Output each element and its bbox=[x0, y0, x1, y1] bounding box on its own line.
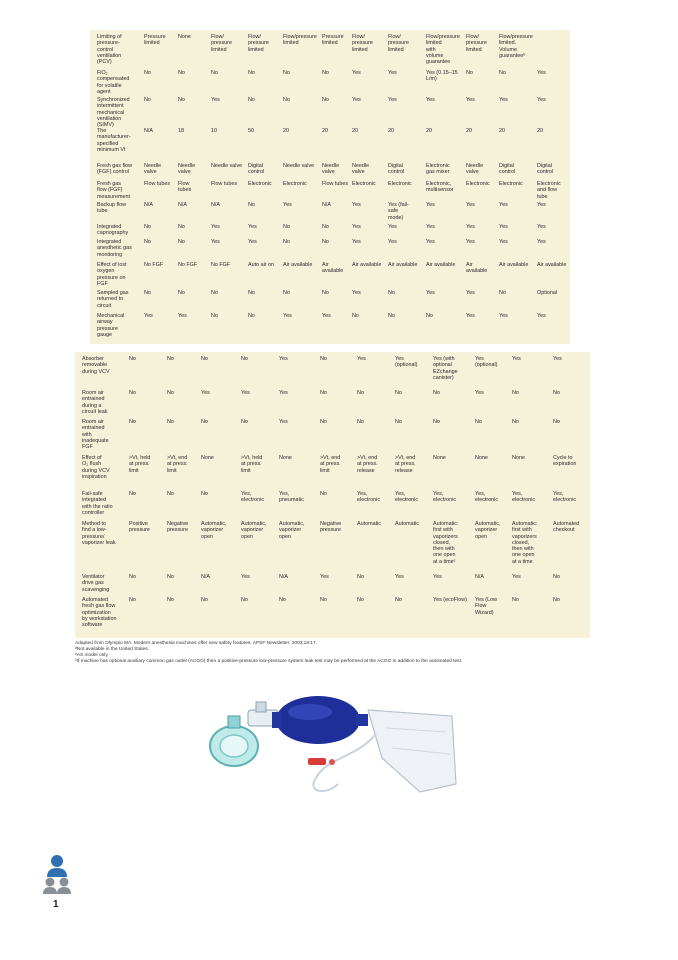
table-cell: No bbox=[388, 313, 395, 319]
table-cell: Yes bbox=[388, 224, 397, 230]
table-cell: Yes bbox=[352, 70, 361, 76]
table-cell: Yes bbox=[537, 70, 546, 76]
table-cell: Yes bbox=[426, 224, 435, 230]
table-cell: Yes bbox=[352, 202, 361, 208]
row-header: Absorber removable during VCV bbox=[82, 356, 110, 375]
footnote-a: ᵃNot available in the United States. bbox=[75, 647, 150, 652]
table-cell: No bbox=[178, 239, 185, 245]
row-header: Fresh gas flow (FGF) control bbox=[97, 163, 133, 176]
table-cell: Yes bbox=[475, 390, 484, 396]
table-cell: Yes bbox=[537, 224, 546, 230]
table-cell: No bbox=[433, 419, 440, 425]
comparison-table-bottom bbox=[75, 352, 590, 638]
table-cell: 20 bbox=[352, 128, 358, 134]
table-cell: Negative pressure bbox=[167, 521, 189, 534]
row-header: Automated fresh gas flow optimization by workstation software bbox=[82, 597, 117, 629]
table-cell: Flow/ pressure limited bbox=[466, 34, 487, 53]
table-cell: Yes bbox=[322, 313, 331, 319]
table-cell: No bbox=[178, 290, 185, 296]
table-cell: No bbox=[283, 224, 290, 230]
table-cell: Yes bbox=[426, 202, 435, 208]
table-cell: Automatic, vaporizer open bbox=[475, 521, 501, 540]
footnote-source: Adapted from Olympio MA. Modern anesthesia machines offer new safety features. APSF Newsletter. 2003;18:17. bbox=[75, 641, 318, 646]
table-cell: N/A bbox=[178, 202, 187, 208]
table-cell: Needle valve bbox=[178, 163, 196, 176]
table-cell: Yes bbox=[499, 202, 508, 208]
table-cell: None bbox=[433, 455, 446, 461]
row-header: Ventilator drive gas scavenging bbox=[82, 574, 110, 593]
table-cell: Yes, electronic bbox=[433, 491, 457, 504]
table-cell: No bbox=[320, 356, 327, 362]
table-cell: Yes bbox=[466, 224, 475, 230]
table-cell: Flow/ pressure limited bbox=[352, 34, 373, 53]
table-cell: Yes, electronic bbox=[475, 491, 499, 504]
table-cell: No bbox=[248, 313, 255, 319]
page-number: 1 bbox=[53, 899, 59, 910]
table-cell: Electronic bbox=[466, 181, 490, 187]
table-cell: Needle valve bbox=[466, 163, 484, 176]
table-cell: Yes (optional) bbox=[395, 356, 418, 369]
row-header: Limiting of pressure- control ventilation (PCV) bbox=[97, 34, 122, 66]
table-cell: Flow/pressure limited bbox=[283, 34, 317, 47]
table-cell: Yes bbox=[279, 356, 288, 362]
table-cell: Positive pressure bbox=[129, 521, 150, 534]
table-cell: No bbox=[129, 390, 136, 396]
table-cell: No bbox=[283, 239, 290, 245]
table-cell: Yes bbox=[499, 313, 508, 319]
table-cell: No bbox=[322, 290, 329, 296]
table-cell: Yes bbox=[388, 97, 397, 103]
table-cell: No FGF bbox=[144, 262, 164, 268]
table-cell: Yes (with optional EZchange canister) bbox=[433, 356, 458, 381]
table-cell: Yes bbox=[178, 313, 187, 319]
table-cell: None bbox=[512, 455, 525, 461]
table-cell: Yes bbox=[352, 97, 361, 103]
row-header: Synchronized intermittent mechanical ventilation (SIMV) bbox=[97, 97, 130, 129]
table-cell: No bbox=[211, 290, 218, 296]
table-cell: Electronic gas mixer bbox=[426, 163, 450, 176]
table-cell: Flow tubes bbox=[322, 181, 349, 187]
table-cell: No bbox=[178, 97, 185, 103]
table-cell: Yes bbox=[144, 313, 153, 319]
table-cell: Electronic bbox=[352, 181, 376, 187]
row-header: Room air entrained with inadequate FGF bbox=[82, 419, 109, 451]
table-cell: No bbox=[553, 597, 560, 603]
table-cell: Yes bbox=[499, 97, 508, 103]
table-cell: Yes bbox=[426, 97, 435, 103]
table-cell: No bbox=[512, 597, 519, 603]
footnote-b: ᵇAS model only. bbox=[75, 653, 109, 658]
table-cell: Optional bbox=[537, 290, 558, 296]
table-cell: >Vt, end at press. release bbox=[357, 455, 378, 474]
table-cell: Yes bbox=[352, 224, 361, 230]
table-cell: Automatic, vaporizer open bbox=[279, 521, 305, 540]
table-cell: Yes bbox=[320, 574, 329, 580]
table-cell: N/A bbox=[144, 128, 153, 134]
table-cell: No bbox=[499, 290, 506, 296]
table-cell: None bbox=[279, 455, 292, 461]
table-cell: No bbox=[241, 419, 248, 425]
table-cell: No bbox=[144, 97, 151, 103]
table-cell: No bbox=[167, 574, 174, 580]
table-cell: 20 bbox=[322, 128, 328, 134]
table-cell: Air available bbox=[322, 262, 344, 275]
table-cell: 20 bbox=[537, 128, 543, 134]
table-cell: No bbox=[129, 574, 136, 580]
table-cell: Air available bbox=[537, 262, 567, 268]
table-cell: Automatic bbox=[357, 521, 381, 527]
table-cell: Air available bbox=[352, 262, 382, 268]
table-cell: No bbox=[129, 419, 136, 425]
table-cell: No FGF bbox=[211, 262, 231, 268]
bag-valve-mask-photo bbox=[206, 688, 478, 800]
table-cell: Yes, electronic bbox=[512, 491, 536, 504]
table-cell: Yes bbox=[553, 356, 562, 362]
table-footnotes bbox=[75, 641, 595, 665]
table-cell: No bbox=[322, 70, 329, 76]
table-cell: Automatic: first with vaporizers closed, then with one open at a timeᶜ bbox=[433, 521, 459, 565]
table-cell: No bbox=[241, 356, 248, 362]
table-cell: Yes (Low Flow Wizard) bbox=[475, 597, 497, 616]
table-cell: No bbox=[352, 313, 359, 319]
table-cell: No bbox=[388, 290, 395, 296]
table-cell: Automatic: first with vaporizers closed, then with one open at a time bbox=[512, 521, 538, 565]
table-cell: Air available bbox=[499, 262, 529, 268]
table-cell: No bbox=[167, 419, 174, 425]
row-header: Mechanical airway pressure gauge bbox=[97, 313, 125, 338]
table-cell: Yes bbox=[248, 224, 257, 230]
table-cell: No bbox=[241, 597, 248, 603]
table-cell: No bbox=[283, 70, 290, 76]
table-cell: Flow/pressure limited with volume guarantee bbox=[426, 34, 460, 66]
table-cell: No bbox=[395, 597, 402, 603]
table-cell: Yes bbox=[352, 239, 361, 245]
comparison-table-top bbox=[90, 30, 570, 344]
table-cell: Yes bbox=[466, 97, 475, 103]
table-cell: No bbox=[211, 70, 218, 76]
table-cell: Yes bbox=[241, 574, 250, 580]
table-cell: Yes bbox=[241, 390, 250, 396]
table-cell: 50 bbox=[248, 128, 254, 134]
table-cell: Yes (ecoFlow) bbox=[433, 597, 467, 603]
table-cell: No bbox=[144, 239, 151, 245]
table-cell: Yes bbox=[201, 390, 210, 396]
table-cell: Needle valve bbox=[352, 163, 370, 176]
table-cell: Yes bbox=[537, 202, 546, 208]
table-cell: Flow/pressure limited. Volume guaranteeᵇ bbox=[499, 34, 533, 59]
table-cell: Electronic and flow tube bbox=[537, 181, 561, 200]
table-cell: Yes bbox=[466, 202, 475, 208]
table-cell: Yes bbox=[537, 313, 546, 319]
table-cell: No bbox=[178, 224, 185, 230]
table-cell: Yes bbox=[466, 239, 475, 245]
row-header: Sampled gas returned to circuit bbox=[97, 290, 129, 309]
table-cell: Needle valve bbox=[322, 163, 340, 176]
table-cell: Yes (fail- safe mode) bbox=[388, 202, 409, 221]
table-cell: 20 bbox=[426, 128, 432, 134]
table-cell: N/A bbox=[322, 202, 331, 208]
row-header: FiO₂ compensated for volatile agent bbox=[97, 70, 130, 95]
table-cell: No bbox=[248, 202, 255, 208]
table-cell: Yes (0.15–15 L/m) bbox=[426, 70, 458, 83]
table-cell: No bbox=[178, 70, 185, 76]
table-cell: Flow tubes bbox=[178, 181, 192, 194]
table-cell: Flow tubes bbox=[211, 181, 238, 187]
table-cell: Electronic bbox=[248, 181, 272, 187]
table-cell: 20 bbox=[499, 128, 505, 134]
table-cell: Auto air on bbox=[248, 262, 275, 268]
table-cell: No bbox=[320, 390, 327, 396]
table-cell: None bbox=[475, 455, 488, 461]
row-header: Fail-safe integrated with the ratio controller bbox=[82, 491, 113, 516]
table-cell: No bbox=[279, 597, 286, 603]
table-cell: N/A bbox=[475, 574, 484, 580]
table-cell: Yes bbox=[426, 239, 435, 245]
table-cell: Negative pressure bbox=[320, 521, 342, 534]
table-cell: Yes bbox=[211, 239, 220, 245]
table-cell: Needle valve bbox=[211, 163, 243, 169]
table-cell: Automatic, vaporizer open bbox=[201, 521, 227, 540]
table-cell: No bbox=[248, 70, 255, 76]
table-cell: No bbox=[395, 390, 402, 396]
table-cell: 20 bbox=[466, 128, 472, 134]
table-cell: No bbox=[433, 390, 440, 396]
row-header: Integrated anesthetic gas monitoring bbox=[97, 239, 132, 258]
table-cell: Yes bbox=[499, 239, 508, 245]
table-cell: Cycle to expiration bbox=[553, 455, 577, 468]
table-cell: No bbox=[395, 419, 402, 425]
table-cell: Needle valve bbox=[283, 163, 315, 169]
table-cell: Yes bbox=[388, 239, 397, 245]
table-cell: No bbox=[144, 70, 151, 76]
table-cell: None bbox=[201, 455, 214, 461]
table-cell: No bbox=[129, 356, 136, 362]
row-header: Effect of lost oxygen pressure on FGF bbox=[97, 262, 127, 287]
table-cell: Pressure limited bbox=[322, 34, 344, 47]
table-cell: 20 bbox=[388, 128, 394, 134]
table-cell: Yes bbox=[537, 97, 546, 103]
table-cell: Yes, electronic bbox=[241, 491, 265, 504]
table-cell: Digital control bbox=[537, 163, 554, 176]
table-cell: No bbox=[201, 491, 208, 497]
table-cell: Yes bbox=[279, 419, 288, 425]
table-cell: No bbox=[499, 70, 506, 76]
table-cell: Flow tubes bbox=[144, 181, 171, 187]
table-cell: No bbox=[283, 97, 290, 103]
table-cell: No bbox=[553, 390, 560, 396]
blue-bag-icon bbox=[272, 696, 368, 744]
row-header: Effect of O₂ flush during VCV inspiration bbox=[82, 455, 110, 480]
row-header: The manufacturer- specified minimum Vt bbox=[97, 128, 131, 153]
table-cell: No bbox=[167, 390, 174, 396]
table-cell: No bbox=[201, 597, 208, 603]
table-cell: No bbox=[322, 224, 329, 230]
table-cell: No bbox=[357, 597, 364, 603]
table-cell: No FGF bbox=[178, 262, 198, 268]
table-cell: Yes bbox=[433, 574, 442, 580]
table-cell: No bbox=[553, 574, 560, 580]
table-cell: No bbox=[357, 419, 364, 425]
table-cell: No bbox=[167, 597, 174, 603]
table-cell: Air available bbox=[466, 262, 488, 275]
table-cell: N/A bbox=[144, 202, 153, 208]
table-cell: No bbox=[357, 390, 364, 396]
table-cell: Yes bbox=[512, 574, 521, 580]
table-cell: N/A bbox=[211, 202, 220, 208]
table-cell: No bbox=[248, 290, 255, 296]
table-cell: Flow/ pressure limited bbox=[248, 34, 269, 53]
table-cell: No bbox=[426, 313, 433, 319]
table-cell: Yes bbox=[466, 313, 475, 319]
table-cell: Yes bbox=[426, 290, 435, 296]
table-cell: No bbox=[201, 419, 208, 425]
table-cell: No bbox=[512, 390, 519, 396]
table-cell: Flow/ pressure limited bbox=[388, 34, 409, 53]
table-cell: Yes bbox=[279, 390, 288, 396]
table-cell: Digital control bbox=[499, 163, 516, 176]
table-cell: Automatic bbox=[395, 521, 419, 527]
table-cell: Yes bbox=[211, 224, 220, 230]
table-cell: Yes, electronic bbox=[395, 491, 419, 504]
table-cell: Needle valve bbox=[144, 163, 162, 176]
table-cell: No bbox=[129, 597, 136, 603]
table-cell: No bbox=[283, 290, 290, 296]
table-cell: No bbox=[322, 239, 329, 245]
table-cell: Yes bbox=[211, 97, 220, 103]
table-cell: Pressure limited bbox=[144, 34, 166, 47]
table-cell: >Vt, end at press. limit bbox=[167, 455, 188, 474]
table-cell: No bbox=[129, 491, 136, 497]
table-cell: Yes bbox=[283, 313, 292, 319]
table-cell: Digital control bbox=[388, 163, 405, 176]
footnote-c: ᶜIf machine has optional auxiliary common gas outlet (ACGO) then a positive-pressure low-pressure system leak test may be performed at the ACGO in addition to the automated test. bbox=[75, 659, 463, 664]
table-cell: Yes bbox=[395, 574, 404, 580]
table-cell: Air available bbox=[388, 262, 418, 268]
table-cell: 20 bbox=[283, 128, 289, 134]
row-header: Backup flow tube bbox=[97, 202, 127, 215]
table-cell: No bbox=[322, 97, 329, 103]
table-cell: Automated checkout bbox=[553, 521, 580, 534]
oxygen-connector-icon bbox=[308, 758, 335, 765]
table-cell: 18 bbox=[178, 128, 184, 134]
table-cell: Yes bbox=[537, 239, 546, 245]
table-cell: No bbox=[320, 597, 327, 603]
table-cell: Electronic bbox=[388, 181, 412, 187]
table-cell: Yes bbox=[499, 224, 508, 230]
table-cell: No bbox=[512, 419, 519, 425]
table-cell: No bbox=[553, 419, 560, 425]
table-cell: Electronic bbox=[283, 181, 307, 187]
table-cell: No bbox=[211, 313, 218, 319]
table-cell: No bbox=[475, 419, 482, 425]
table-cell: No bbox=[167, 356, 174, 362]
table-cell: >Vt, held at press. limit bbox=[241, 455, 263, 474]
table-cell: Yes bbox=[248, 239, 257, 245]
table-cell: Yes bbox=[283, 202, 292, 208]
table-cell: Electronic bbox=[499, 181, 523, 187]
table-cell: No bbox=[201, 356, 208, 362]
table-cell: No bbox=[144, 290, 151, 296]
table-cell: Yes (optional) bbox=[475, 356, 498, 369]
table-cell: Automatic, vaporizer open bbox=[241, 521, 267, 540]
table-cell: No bbox=[248, 97, 255, 103]
table-cell: Yes, pneumatic bbox=[279, 491, 304, 504]
row-header: Room air entrained during a circuit leak bbox=[82, 390, 108, 415]
table-cell: Yes bbox=[352, 290, 361, 296]
table-cell: No bbox=[466, 70, 473, 76]
row-header: Method to find a low- pressure/ vaporizer leak bbox=[82, 521, 116, 546]
row-header: Fresh gas flow (FGF) measurement bbox=[97, 181, 130, 200]
table-cell: None bbox=[178, 34, 191, 40]
table-cell: Electronic, multisensor bbox=[426, 181, 454, 194]
table-cell: Yes bbox=[512, 356, 521, 362]
row-header: Integrated capnography bbox=[97, 224, 129, 237]
table-cell: Yes, electronic bbox=[357, 491, 381, 504]
table-cell: Air available bbox=[426, 262, 456, 268]
table-cell: >Vt, held at press. limit bbox=[129, 455, 151, 474]
table-cell: Digital control bbox=[248, 163, 265, 176]
table-cell: N/A bbox=[201, 574, 210, 580]
table-cell: >Vt, end at press. limit bbox=[320, 455, 341, 474]
table-cell: Yes bbox=[466, 290, 475, 296]
table-cell: No bbox=[144, 224, 151, 230]
table-cell: No bbox=[167, 491, 174, 497]
table-cell: N/A bbox=[279, 574, 288, 580]
table-cell: Yes bbox=[388, 70, 397, 76]
table-cell: Yes, electronic bbox=[553, 491, 577, 504]
table-cell: Flow/ pressure limited bbox=[211, 34, 232, 53]
reservoir-bag-icon bbox=[368, 710, 456, 792]
table-cell: Yes bbox=[357, 356, 366, 362]
table-cell: 10 bbox=[211, 128, 217, 134]
table-cell: >Vt, end at press. release bbox=[395, 455, 416, 474]
table-cell: No bbox=[357, 574, 364, 580]
table-cell: No bbox=[320, 419, 327, 425]
table-cell: Air available bbox=[283, 262, 313, 268]
table-cell: No bbox=[320, 491, 327, 497]
